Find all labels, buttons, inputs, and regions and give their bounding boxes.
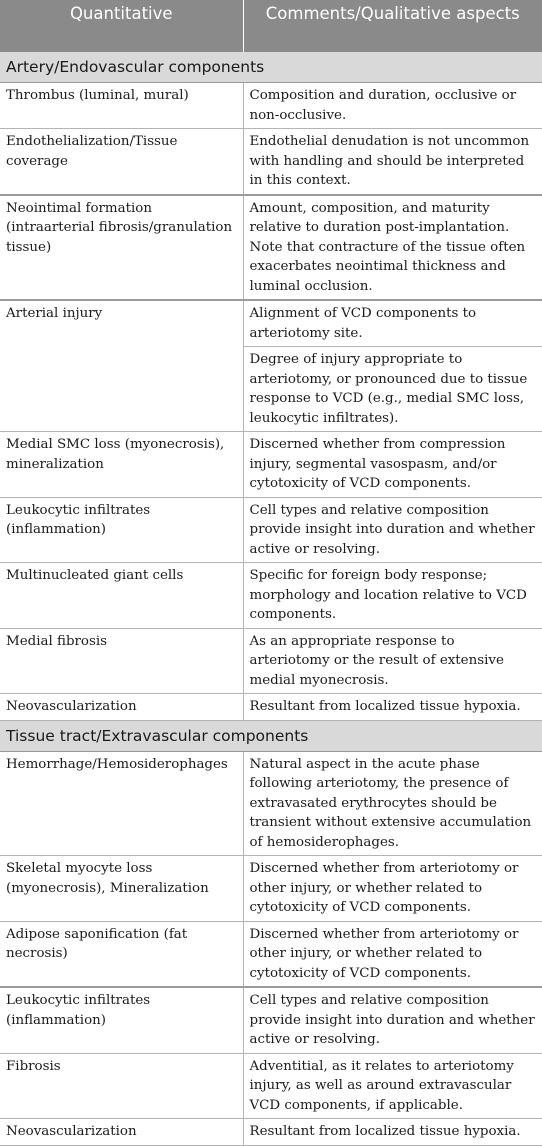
table-row [0,300,542,347]
quantitative-cell: Fibrosis [0,1053,243,1119]
quantitative-cell: Multinucleated giant cells [0,563,243,629]
table-row [0,563,542,629]
comment-cell: Cell types and relative composition provide insight into duration and whether active or resolving. [243,987,542,1053]
section-header-tissue-tract [0,720,542,751]
quantitative-cell: Arterial injury [0,300,243,432]
table-row [0,987,542,1053]
table-row [0,129,542,195]
comment-cell: Amount, composition, and maturity relative to duration post-implantation. Note that contracture of the tissue often exacerbates neointimal thickness and luminal occlusion. [243,195,542,301]
quantitative-cell: Hemorrhage/Hemosiderophages [0,751,243,856]
table-row [0,195,542,301]
header-quantitative: Quantitative [0,0,243,52]
comment-cell: Composition and duration, occlusive or non-occlusive. [243,83,542,129]
comment-cell: As an appropriate response to arteriotomy or the result of extensive medial myonecrosis. [243,628,542,694]
quantitative-cell: Adipose saponification (fat necrosis) [0,921,243,987]
comment-cell: Alignment of VCD components to arteriotomy site. [243,300,542,347]
quantitative-cell: Neointimal formation (intraarterial fibrosis/granulation tissue) [0,195,243,301]
comment-cell: Resultant from localized tissue hypoxia. [243,1119,542,1146]
comment-cell: Specific for foreign body response; morphology and location relative to VCD components. [243,563,542,629]
table-row [0,1053,542,1119]
table-row [0,694,542,721]
header-comments: Comments/Qualitative aspects [243,0,542,52]
comment-cell: Natural aspect in the acute phase following arteriotomy, the presence of extravasated erythrocytes should be transient without extensive accumulation of hemosiderophages. [243,751,542,856]
quantitative-cell: Skeletal myocyte loss (myonecrosis), Mineralization [0,856,243,922]
comment-cell: Degree of injury appropriate to arteriotomy, or pronounced due to tissue response to VCD (e.g., medial SMC loss, leukocytic infiltrates). [243,347,542,432]
section-title: Artery/Endovascular components [0,52,542,83]
quantitative-cell: Leukocytic infiltrates (inflammation) [0,497,243,563]
table-header-row [0,0,542,52]
table-row [0,497,542,563]
table-row [0,432,542,498]
table-row [0,83,542,129]
table-row [0,856,542,922]
comment-cell: Discerned whether from arteriotomy or other injury, or whether related to cytotoxicity of VCD components. [243,921,542,987]
quantitative-cell: Neovascularization [0,694,243,721]
comment-cell: Resultant from localized tissue hypoxia. [243,694,542,721]
table-row [0,921,542,987]
comment-cell: Cell types and relative composition provide insight into duration and whether active or resolving. [243,497,542,563]
section-header-artery [0,52,542,83]
comment-cell: Discerned whether from compression injury, segmental vasospasm, and/or cytotoxicity of VCD components. [243,432,542,498]
quantitative-cell: Thrombus (luminal, mural) [0,83,243,129]
comment-cell: Endothelial denudation is not uncommon with handling and should be interpreted in this context. [243,129,542,195]
table-row [0,1119,542,1146]
table-row [0,628,542,694]
quantitative-cell: Leukocytic infiltrates (inflammation) [0,987,243,1053]
quantitative-cell: Endothelialization/Tissue coverage [0,129,243,195]
quantitative-cell: Medial SMC loss (myonecrosis), mineralization [0,432,243,498]
comment-cell: Adventitial, as it relates to arteriotomy injury, as well as around extravascular VCD components, if applicable. [243,1053,542,1119]
comment-cell: Discerned whether from arteriotomy or other injury, or whether related to cytotoxicity of VCD components. [243,856,542,922]
table-row [0,751,542,856]
quantitative-cell: Medial fibrosis [0,628,243,694]
section-title: Tissue tract/Extravascular components [0,720,542,751]
quantitative-cell: Neovascularization [0,1119,243,1146]
